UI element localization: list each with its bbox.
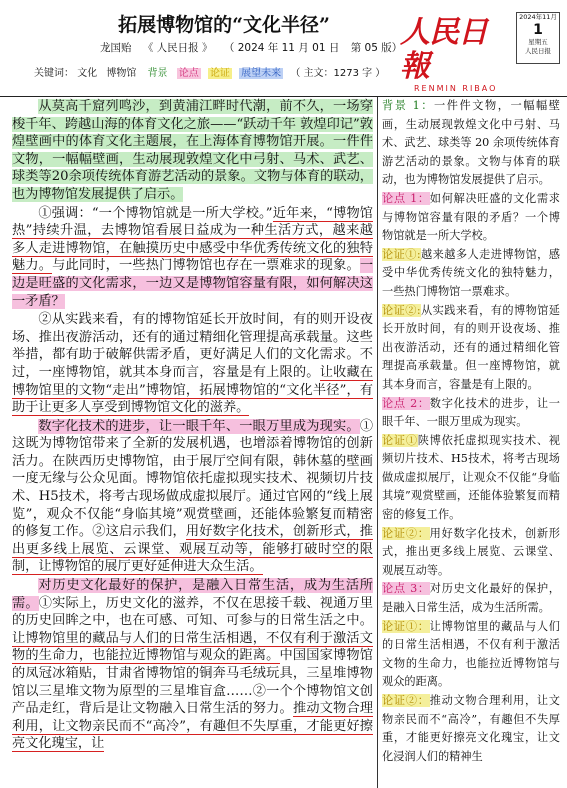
argument-highlight: 一边是旺盛的文化需求，一边又是博物馆容量有限，如何解决这一矛盾？ xyxy=(12,258,374,309)
annotation-text: 数字化技术的进步，让一眼千年、一眼万里成为现实。 xyxy=(382,396,560,429)
date-box xyxy=(516,12,560,64)
date-box-month: 2024年11月 xyxy=(519,13,557,21)
text: ①实际上，历史文化的滋养，不仅在思接千载、视通万里的历史回眸之中，也在可感、可知、可参与的日常生活之中。 xyxy=(12,595,374,629)
background-highlight: 从莫高千窟列鸣沙，到黄浦江畔时代潮，前不久，一场穿梭千年、跨越山海的体育文化之旅——“跃动千年 敦煌印记”敦煌壁画中的体育文化主题展，在上海体育博物馆开展。一件件文物，一幅幅壁画，生动展现敦煌文化中弓射、马术、武艺、球类等20余项传统体育游艺活动的景象。文物与体育的联动，也为博物馆发展提供了启示。 xyxy=(12,99,373,202)
author: 龙国贻 xyxy=(100,42,132,54)
annotation-text: 一件件文物，一幅幅壁画，生动展现敦煌文化中弓射、马术、武艺、球类等 20 余项传统体育游艺活动的景象。文物与体育的联动，也为博物馆发展提供了启示。 xyxy=(382,99,560,187)
annotation xyxy=(380,97,560,190)
paragraph xyxy=(8,97,377,204)
keyword: 博物馆 xyxy=(106,68,137,79)
argument-highlight: 数字化技术的进步，让一眼千年、一眼万里成为现实。 xyxy=(38,418,360,434)
annotation xyxy=(380,432,560,525)
underlined-text: 近年来，“博物馆热”持续升温，去博物馆看展日益成为一种生活方式，越来越多人走进博物馆，在触摸历史中感受中华优秀传统文化的独特魅力。 xyxy=(12,205,373,274)
date-box-weekday: 星期五 xyxy=(528,38,548,46)
header xyxy=(0,0,567,97)
text: 与此同时，一些热门博物馆也存在一票难求的现象。 xyxy=(52,258,360,274)
annotation xyxy=(380,580,560,617)
annotation-column xyxy=(380,97,560,788)
annotation-label: 论点 3： xyxy=(382,582,430,596)
page-number: 第 05 版） xyxy=(350,42,403,54)
annotation xyxy=(380,302,560,395)
annotation-label: 论点 1： xyxy=(382,191,430,205)
underlined-text: 推动文物合理利用，让文物亲民而不“高冷”，有趣但不失厚重，才能更好擦亮文化瑰宝，让 xyxy=(12,701,374,752)
annotation-text: 让博物馆里的藏品与人们的日常生活相遇，不仅有利于激活文物的生命力，也能拉近博物馆与观众的距离。 xyxy=(382,619,560,689)
annotation-label: 论证①: xyxy=(382,247,421,261)
keywords-row xyxy=(34,64,385,79)
annotation-text: 越来越多人走进博物馆，感受中华优秀传统文化的独特魅力，一些热门博物馆一票难求。 xyxy=(382,247,560,298)
keywords-label: 关键词： xyxy=(34,68,74,79)
article-body xyxy=(8,97,378,788)
underlined-text: 用好数字化技术，创新形式，推出更多线上展览、云课堂、观展互动等，能够打破时空的限制，让博物馆的展厅更好延伸进大众生活。 xyxy=(12,524,373,575)
legend-outlook: 展望未来 xyxy=(241,68,282,79)
annotation-label: 论点 2： xyxy=(382,396,430,410)
text: ②从实践来看，有的博物馆延长开放时间，有的则开设夜场、推出夜游活动，还有的通过精细化管理提高承载量。这些举措，都有助于破解供需矛盾，更好满足人们的文化需求。不过，一座博物馆，就其本身而言，容量是有上限的。 xyxy=(12,312,373,380)
annotation xyxy=(380,618,560,692)
annotation-text: 陕博依托虚拟现实技术、视频切片技术、H5技术，将考古现场做成虚拟展厅，让观众不仅能“身临其境”观赏壁画，还能体验繁复而精密的修复工作。 xyxy=(382,433,560,522)
paragraph xyxy=(8,417,377,576)
annotation-label: 论证②： xyxy=(382,526,430,540)
article-title: 拓展博物馆的“文化半径” xyxy=(118,14,330,36)
byline xyxy=(100,40,410,55)
annotation-label: 论证②: xyxy=(382,303,421,317)
underlined-text: 让收藏在博物馆里的文物“走出”博物馆，拓展博物馆的“文化半径”，有助于让更多人享受到博物馆文化的滋养。 xyxy=(12,364,374,416)
annotation-text: 如何解决旺盛的文化需求与博物馆容量有限的矛盾？一个博物馆就是一所大学校。 xyxy=(382,191,560,243)
annotation-text: 从实践来看，有的博物馆延长开放时间，有的则开设夜场、推出夜游活动，还有的通过精细化管理提高承载量。但一座博物馆，就其本身而言，容量是有上限的。 xyxy=(382,303,560,391)
paragraph xyxy=(8,310,377,417)
date-box-paper: 人民日报 xyxy=(525,47,551,55)
logo-chinese: 人民日報 xyxy=(400,15,487,84)
annotation xyxy=(380,395,560,432)
word-count: （ 主文：1273 字 ） xyxy=(290,68,386,79)
legend-argument: 论点 xyxy=(178,68,199,79)
annotation-text: 用好数字化技术，创新形式，推出更多线上展览、云课堂、观展互动等。 xyxy=(382,526,560,577)
annotation-label: 论证②： xyxy=(382,694,430,707)
annotation-label: 论证①： xyxy=(382,619,430,633)
annotation xyxy=(380,246,560,302)
date: （ 2024 年 11 月 01 日 xyxy=(223,42,340,54)
annotation-label: 背景 1： xyxy=(382,99,435,112)
logo-english: RENMIN RIBAO xyxy=(414,84,498,93)
text: ①这既为博物馆带来了全新的发展机遇，也增添着博物馆的创新活力。在陕西历史博物馆，由于展厅空间有限，韩休墓的壁画一度无缘与公众见面。博物馆依托虚拟现实技术、视频切片技术、H5技术，将考古现场做成虚拟展厅。通过官网的“线上展览”，观众不仅能“身临其境”观赏壁画，还能体验繁复而精密的修复工作。②这启示我们， xyxy=(12,418,373,540)
paragraph xyxy=(8,204,377,311)
keyword: 文化 xyxy=(77,68,98,79)
legend-background: 背景 xyxy=(147,68,168,79)
argument-highlight: 对历史文化最好的保护，是融入日常生活，成为生活所需。 xyxy=(12,578,373,611)
annotation-text: 对历史文化最好的保护，是融入日常生活，成为生活所需。 xyxy=(382,582,560,615)
legend-evidence: 论证 xyxy=(209,68,230,79)
text: ①强调：“一个博物馆就是一所大学校。” xyxy=(38,205,273,221)
annotation xyxy=(380,190,560,246)
annotation-label: 论证① xyxy=(382,433,418,447)
annotation-text: 推动文物合理利用，让文物亲民而不“高冷”，有趣但不失厚重，才能更好擦亮文化瑰宝，让文化浸润人们的精神生 xyxy=(382,694,560,763)
paragraph xyxy=(8,576,377,753)
source: 《 人民日报 》 xyxy=(142,42,213,54)
newspaper-logo xyxy=(400,15,510,93)
annotation xyxy=(380,692,560,766)
annotation xyxy=(380,525,560,581)
underlined-text: 让博物馆里的藏品与人们的日常生活相遇，不仅有利于激活文物的生命力，也能拉近博物馆与观众的距离。 xyxy=(12,630,373,664)
text: 中国国家博物馆的凤冠冰箱贴，甘肃省博物馆的铜奔马毛绒玩具，三星堆博物馆以三星堆文物为原型的三星堆盲盒……②一个个博物馆文创产品走红，背后是让文物融入日常生活的努力。 xyxy=(12,648,373,717)
date-box-day: 1 xyxy=(533,22,543,38)
